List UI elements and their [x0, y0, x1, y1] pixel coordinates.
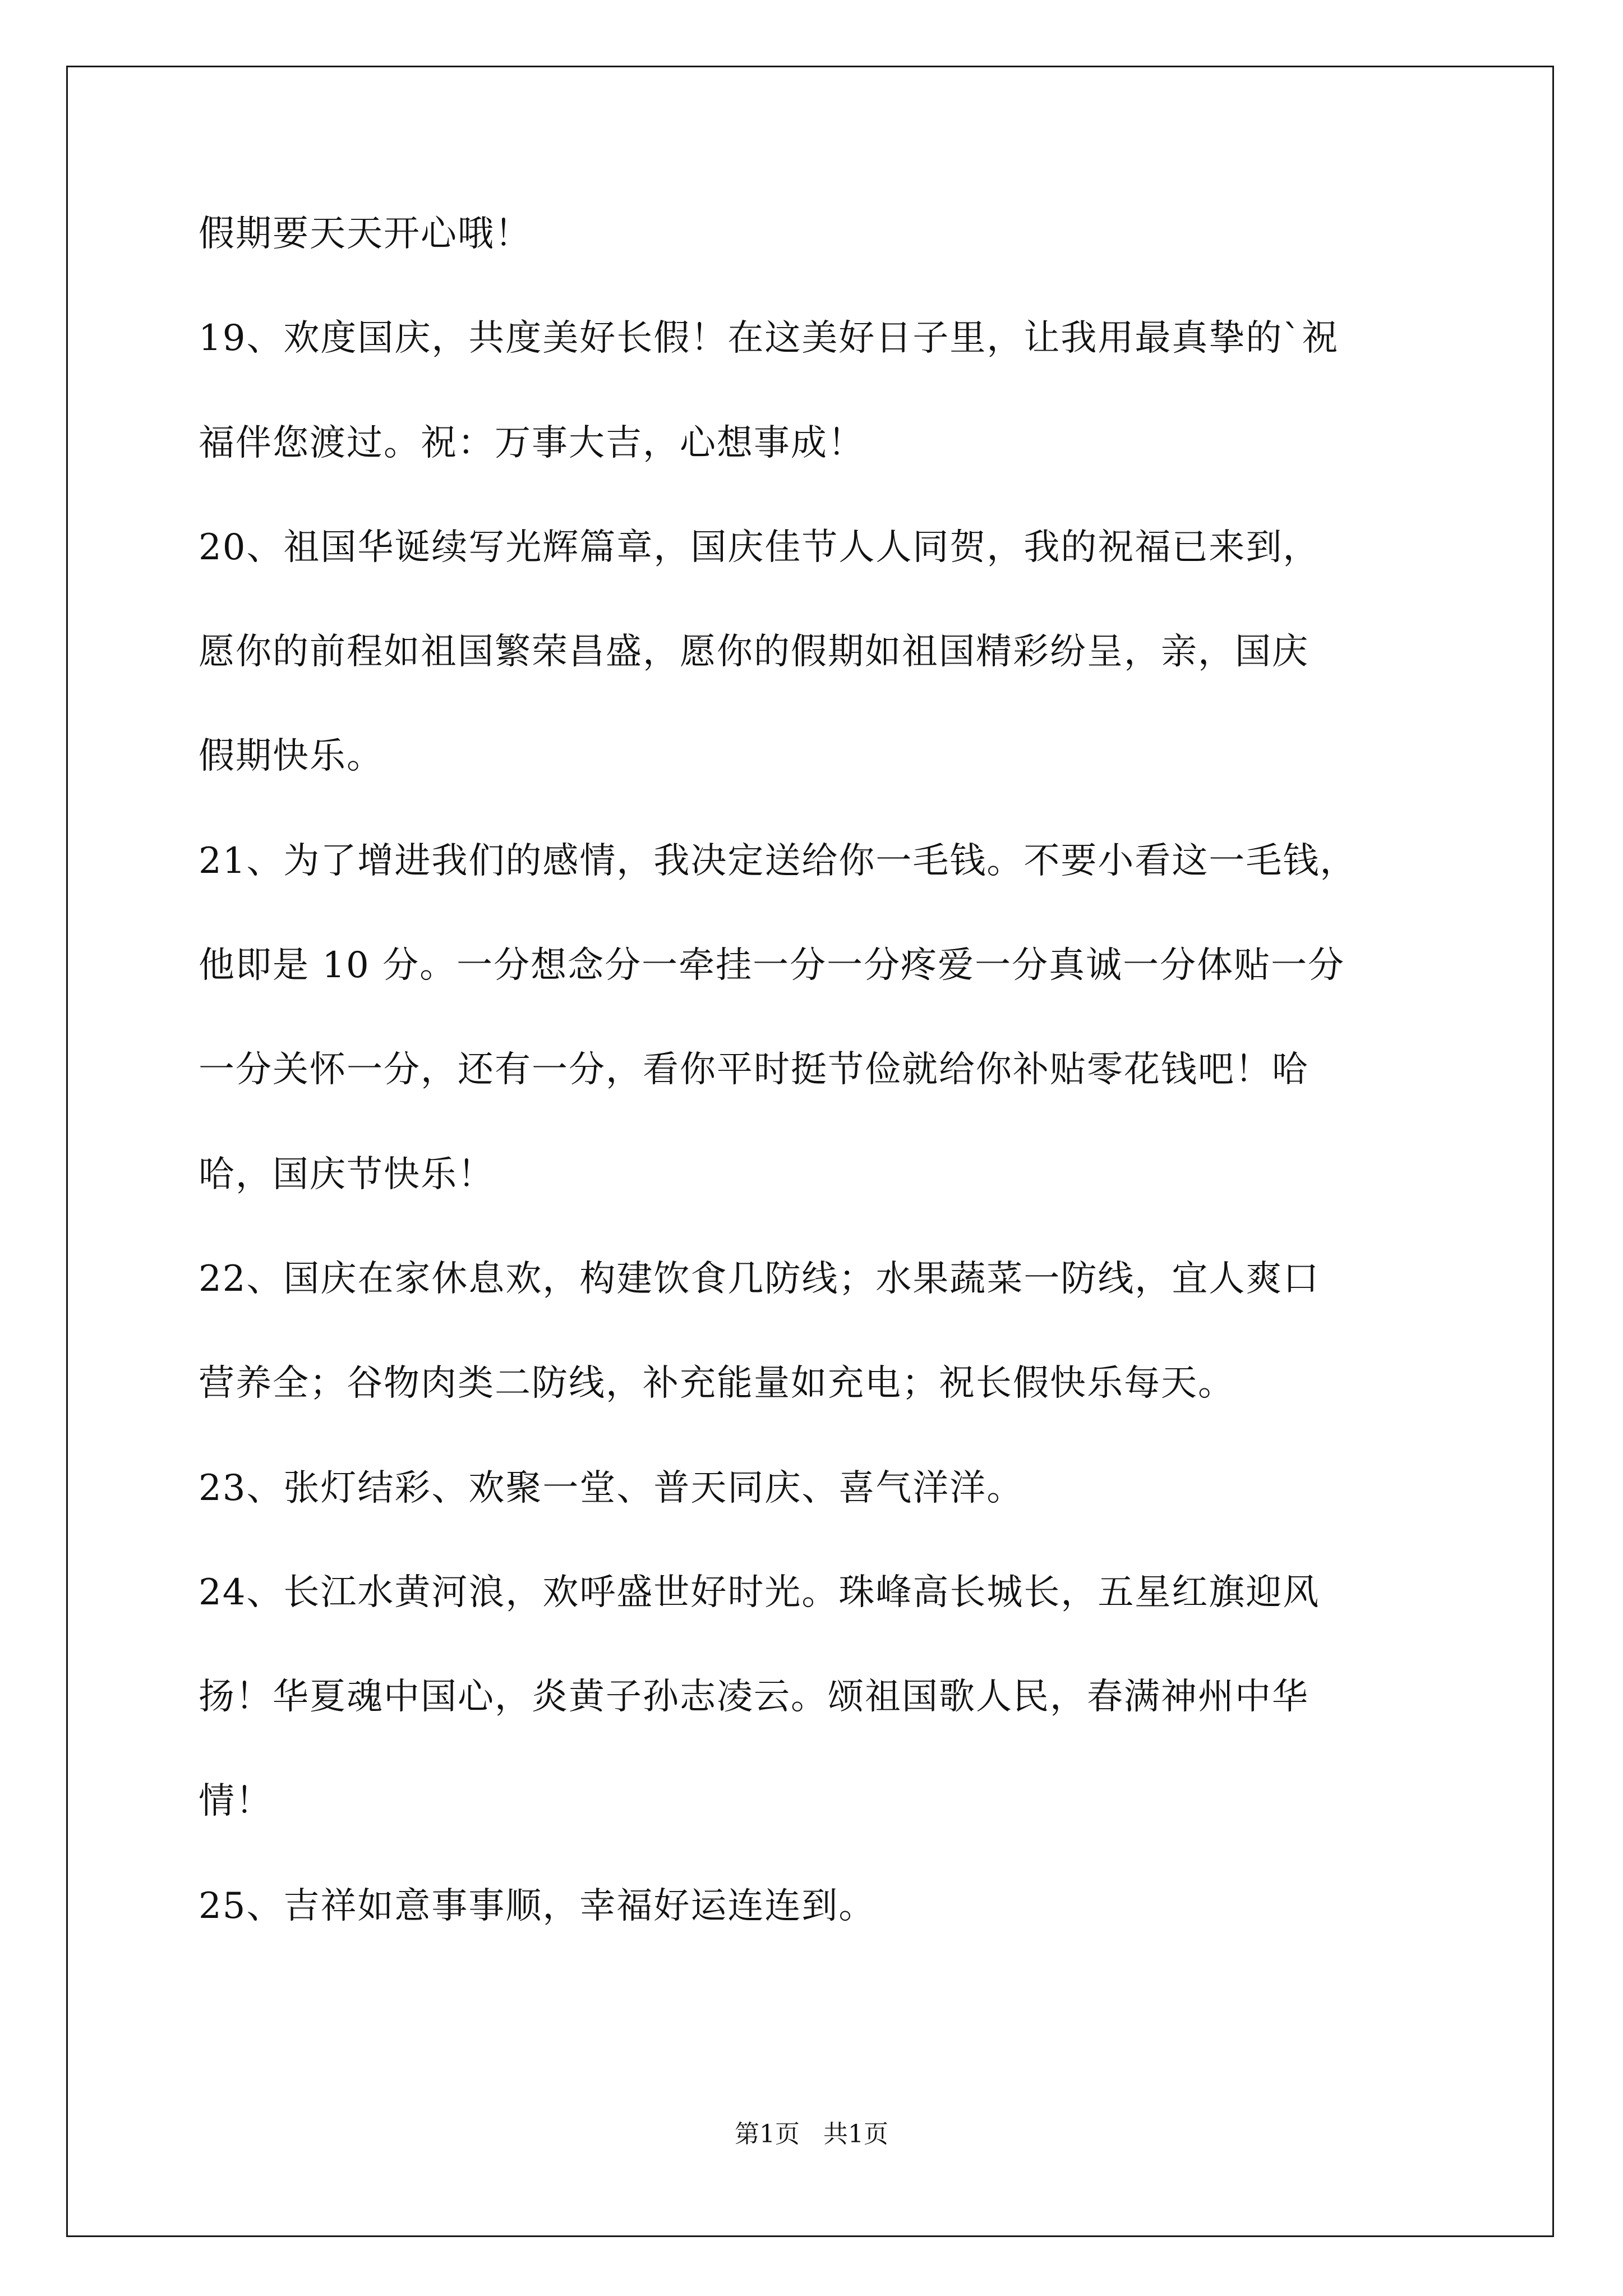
text-line: 假期快乐。 — [199, 735, 384, 777]
text-line: 他即是 10 分。一分想念分一牵挂一分一分疼爱一分真诚一分体贴一分 — [199, 945, 1345, 987]
text-line: 愿你的前程如祖国繁荣昌盛，愿你的假期如祖国精彩纷呈，亲，国庆 — [199, 631, 1309, 673]
text-line: 19、欢度国庆，共度美好长假！在这美好日子里，让我用最真挚的`祝 — [199, 318, 1339, 360]
text-line: 假期要天天开心哦！ — [199, 213, 532, 255]
text-line: 情！ — [199, 1780, 273, 1823]
text-line: 扬！华夏魂中国心，炎黄子孙志凌云。颂祖国歌人民，春满神州中华 — [199, 1676, 1309, 1718]
text-line: 福伴您渡过。祝：万事大吉，心想事成！ — [199, 422, 865, 464]
page-footer: 第1页 共1页 — [735, 2120, 888, 2148]
text-line: 一分关怀一分，还有一分，看你平时挺节俭就给你补贴零花钱吧！哈 — [199, 1049, 1309, 1091]
text-line: 哈，国庆节快乐！ — [199, 1153, 495, 1195]
text-line: 营养全；谷物肉类二防线，补充能量如充电；祝长假快乐每天。 — [199, 1363, 1235, 1405]
text-line: 23、张灯结彩、欢聚一堂、普天同庆、喜气洋洋。 — [199, 1467, 1024, 1509]
text-line: 24、长江水黄河浪，欢呼盛世好时光。珠峰高长城长，五星红旗迎风 — [199, 1571, 1320, 1613]
text-line: 22、国庆在家休息欢，构建饮食几防线；水果蔬菜一防线，宜人爽口 — [199, 1258, 1320, 1300]
text-line: 20、祖国华诞续写光辉篇章，国庆佳节人人同贺，我的祝福已来到， — [199, 526, 1320, 568]
document-body — [199, 209, 1455, 1985]
text-line: 21、为了增进我们的感情，我决定送给你一毛钱。不要小看这一毛钱， — [199, 840, 1357, 882]
text-line: 25、吉祥如意事事顺，幸福好运连连到。 — [199, 1885, 876, 1927]
